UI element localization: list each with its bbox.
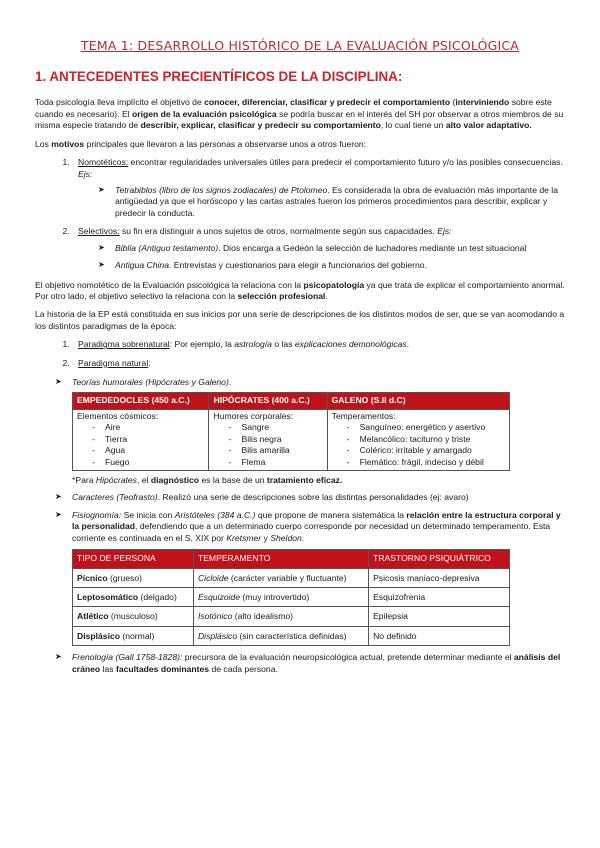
table-cell: Elementos cósmicos: - Aire - Tierra - Agua - Fuego: [73, 409, 209, 470]
table-row: Leptosomático (delgado) Esquizoide (muy introvertido) Esquizofrenia: [73, 587, 510, 606]
list-item: 2. Selectivos: su fin era distinguir a unos sujetos de otros, normalmente según sus capacidades. Ejs: ➤ Biblia (Antiguo testamento). Dios encarga a Gedeón la selección de luchadores mediante un test situacional ➤ Antigua China. Entrevistas y cuestionarios para elegir a funcionarios del gobierno.: [72, 226, 565, 271]
table-header: TRASTORNO PSIQUIÁTRICO: [369, 550, 510, 568]
list-item: 1. Nomotéticos: encontrar regularidades universales útiles para predecir el comportamiento futuro y/o las posibles consecuencias. Ejs: ➤ Tetrabiblos (libro de los signos zodiacales) de Ptolomeo. Es considerada la obra de evaluación más importante de la antigüedad ya que el horóscopo y las cartas astrales fueron los primeros procedimientos para describir, explicar y predecir la conducta.: [72, 157, 565, 219]
list-item: 2. Paradigma natural:: [72, 358, 565, 369]
table-cell: Temperamentos: - Sanguíneo: energético y asertivo - Melancólico: taciturno y triste - Colérico: irritable y amargado - Flemático: frágil, indeciso y débil: [327, 409, 509, 470]
list-item: ➤ Frenología (Gall 1758-1828): precursora de la evaluación neuropsicológica actual, pretende determinar mediante el análisis del cráneo las facultades dominantes de cada persona.: [55, 652, 565, 675]
table-row: Pícnico (grueso) Cicloide (carácter variable y fluctuante) Psicosis maniaco-depresiva: [73, 568, 510, 587]
natural-paradigm-list: [55, 377, 565, 675]
motives-list: [72, 157, 565, 271]
intro-paragraph: Toda psicología lleva implícito el objetivo de conocer, diferenciar, clasificar y predecir el comportamiento (interviniendo sobre este cuando es necesario). El origen de la evaluación psicológica se podría buscar en el interés del SH por observar a otros miembros de su misma especie tratando de describir, explicar, clasificar y predecir su comportamiento, lo cual tiene un alto valor adaptativo.: [35, 97, 564, 131]
arrow-list: [98, 185, 565, 219]
section-heading: 1. ANTECEDENTES PRECIENTÍFICOS DE LA DISCIPLINA:: [35, 68, 403, 84]
paradigms-list: [72, 339, 565, 369]
history-paragraph: La historia de la EP está constituida en sus inicios por una serie de descripciones de los distintos modos de ser, que se van acomodando a los distintos paradigmas de la época:: [35, 309, 565, 331]
table-cell: Humores corporales: - Sangre - Bilis negra - Bilis amarilla - Flema: [209, 409, 327, 470]
table-header: EMPEDEDOCLES (450 a.C.): [73, 393, 209, 409]
list-item: ➤ Caracteres (Teofrasto). Realizó una serie de descripciones sobre las distintas personalidades (ej: avaro): [55, 492, 565, 503]
hippocrates-note: *Para Hipócrates, el diagnóstico es la base de un tratamiento eficaz.: [72, 475, 343, 485]
list-item: ➤ Antigua China. Entrevistas y cuestionarios para elegir a funcionarios del gobierno.: [98, 260, 565, 271]
motives-paragraph: Los motivos principales que llevaron a las personas a observarse unos a otros fueron:: [35, 138, 367, 149]
list-item: ➤ Biblia (Antiguo testamento). Dios encarga a Gedeón la selección de luchadores mediante un test situacional: [98, 243, 565, 254]
document-title: TEMA 1: DESARROLLO HISTÓRICO DE LA EVALUACIÓN PSICOLÓGICA: [80, 38, 520, 53]
table-row: Atlético (musculoso) Isotónico (alto idealismo) Epilepsia: [73, 607, 510, 626]
table-header: TIPO DE PERSONA: [73, 550, 194, 568]
list-item: 1. Paradigma sobrenatural: Por ejemplo, la astrología o las explicaciones demonológicas.: [72, 339, 565, 350]
nomotetic-paragraph: El objetivo nomotético de la Evaluación psicológica la relaciona con la psicopatología ya que trata de explicar el comportamiento anormal. Por otro lado, el objetivo selectivo la relaciona con la selección profesional.: [35, 279, 565, 301]
list-item: ➤ Teorías humorales (Hipócrates y Galeno). EMPEDEDOCLES (450 a.C.) HIPÓCRATES (400 a.C.) GALENO (S.II d.C) Elementos cósmicos: - Aire - Tierra - Agua - Fuego Humores corporales: - Sangre - Bilis negra - Bilis amarilla - Flema Temperamentos: - Sanguíneo: energético y asertivo - Melancólico: taciturno y triste - Colérico: irritable y amargado - Flemático: frágil, indeciso y débil *Para Hipócrates, el diagnóstico es la base de un tratamiento eficaz.: [55, 377, 565, 486]
list-item: ➤ Fisiognomía: Se inicia con Aristóteles (384 a.C.) que propone de manera sistemática la relación entre la estructura corporal y la personalidad, defendiendo que a un determinado cuerpo corresponde por necesidad un determinado temperamento. Esta corriente es continuada en el S. XIX por Kretsmer y Sheldon. TIPO DE PERSONA TEMPERAMENTO TRASTORNO PSIQUIÁTRICO Pícnico (grueso) Cicloide (carácter variable y fluctuante) Psicosis maniaco-depresiva Leptosomático (delgado) Esquizoide (muy introvertido) Esquizofrenia Atlético (musculoso) Isotónico (alto idealismo) Epilepsia Displásico (normal) Displásico (sin característica definidas) No definido: [55, 510, 565, 646]
table-row: Displásico (normal) Displásico (sin característica definidas) No definido: [73, 626, 510, 645]
body-types-table: [72, 549, 510, 646]
table-header: GALENO (S.II d.C): [327, 393, 509, 409]
table-header: TEMPERAMENTO: [193, 550, 368, 568]
table-header: HIPÓCRATES (400 a.C.): [209, 393, 327, 409]
arrow-list: [98, 243, 565, 272]
list-item: ➤ Tetrabiblos (libro de los signos zodiacales) de Ptolomeo. Es considerada la obra de evaluación más importante de la antigüedad ya que el horóscopo y las cartas astrales fueron los primeros procedimientos para describir, explicar y predecir la conducta.: [98, 185, 565, 219]
humoral-table: [72, 392, 510, 471]
